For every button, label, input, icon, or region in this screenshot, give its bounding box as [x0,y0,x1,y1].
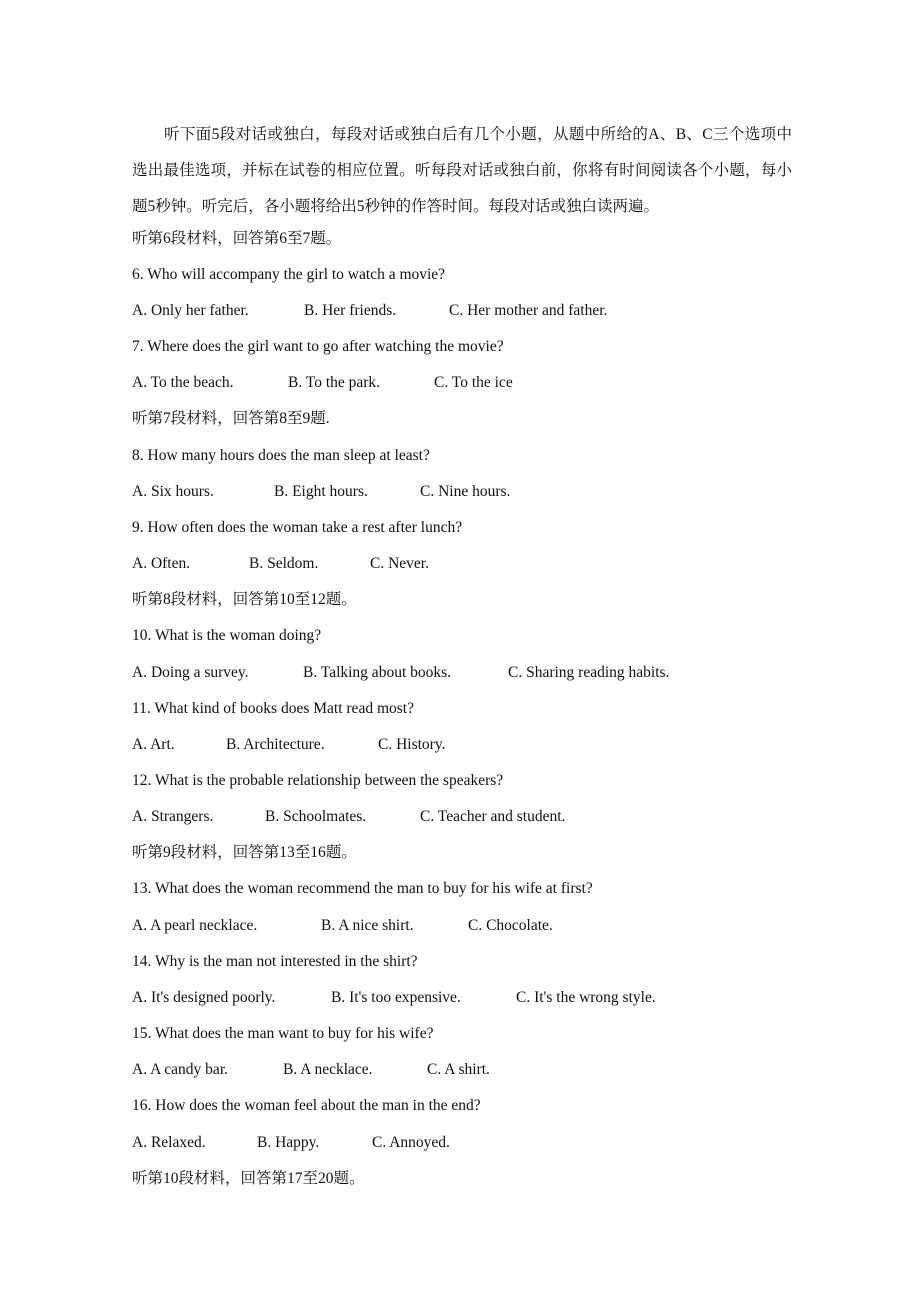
option-c: C. Teacher and student. [420,808,566,825]
option-a: A. Only her father. [132,302,249,319]
option-b: B. A necklace. [283,1061,373,1078]
question-6: 6. Who will accompany the girl to watch a movie? [132,266,446,283]
option-c: C. A shirt. [427,1061,490,1078]
option-b: B. To the park. [288,374,381,391]
option-c: C. It's the wrong style. [516,989,656,1006]
question-13: 13. What does the woman recommend the man to buy for his wife at first? [132,880,593,897]
question-15: 15. What does the man want to buy for his wife? [132,1025,434,1042]
section-heading-9: 听第9段材料，回答第13至16题。 [132,844,357,861]
option-b: B. Talking about books. [303,664,452,681]
option-a: A. Six hours. [132,483,214,500]
section-heading-8: 听第8段材料，回答第10至12题。 [132,591,357,608]
option-b: B. Seldom. [249,555,319,572]
options-6 [132,301,607,321]
option-a: A. To the beach. [132,374,234,391]
option-a: A. A candy bar. [132,1061,228,1078]
options-10 [132,663,669,683]
option-c: C. Chocolate. [468,917,553,934]
option-a: A. Art. [132,736,175,753]
option-b: B. It's too expensive. [331,989,461,1006]
option-c: C. Never. [370,555,429,572]
section-heading-7: 听第7段材料，回答第8至9题. [132,410,330,427]
options-12 [132,807,565,827]
options-8 [132,482,510,502]
option-a: A. Often. [132,555,191,572]
question-9: 9. How often does the woman take a rest after lunch? [132,519,463,536]
question-7: 7. Where does the girl want to go after watching the movie? [132,338,504,355]
section-heading-6: 听第6段材料，回答第6至7题。 [132,230,342,247]
options-16 [132,1133,450,1153]
question-10: 10. What is the woman doing? [132,627,322,644]
option-c: C. To the ice [434,374,513,391]
option-b: B. Her friends. [304,302,397,319]
question-14: 14. Why is the man not interested in the shirt? [132,953,418,970]
intro-paragraph: 听下面5段对话或独白，每段对话或独白后有几个小题，从题中所给的A、B、C三个选项中选出最佳选项，并标在试卷的相应位置。听每段对话或独白前，你将有时间阅读各个小题，每小题5秒钟。听完后，各小题将给出5秒钟的作答时间。每段对话或独白读两遍。 [132,126,792,216]
options-11 [132,735,445,755]
option-b: B. Schoolmates. [265,808,367,825]
options-15 [132,1060,490,1080]
option-c: C. Her mother and father. [449,302,608,319]
options-13 [132,916,553,936]
option-b: B. A nice shirt. [321,917,414,934]
option-c: C. History. [378,736,446,753]
options-9 [132,554,429,574]
option-c: C. Nine hours. [420,483,511,500]
options-7 [132,373,513,393]
question-16: 16. How does the woman feel about the man in the end? [132,1097,481,1114]
option-a: A. Relaxed. [132,1134,206,1151]
option-c: C. Sharing reading habits. [508,664,670,681]
question-8: 8. How many hours does the man sleep at least? [132,447,430,464]
option-a: A. Strangers. [132,808,214,825]
question-12: 12. What is the probable relationship between the speakers? [132,772,504,789]
options-14 [132,988,656,1008]
option-c: C. Annoyed. [372,1134,450,1151]
question-11: 11. What kind of books does Matt read most? [132,700,414,717]
section-heading-10: 听第10段材料，回答第17至20题。 [132,1170,365,1187]
option-b: B. Architecture. [226,736,325,753]
option-a: A. A pearl necklace. [132,917,258,934]
option-b: B. Happy. [257,1134,320,1151]
option-b: B. Eight hours. [274,483,368,500]
option-a: A. It's designed poorly. [132,989,276,1006]
option-a: A. Doing a survey. [132,664,249,681]
